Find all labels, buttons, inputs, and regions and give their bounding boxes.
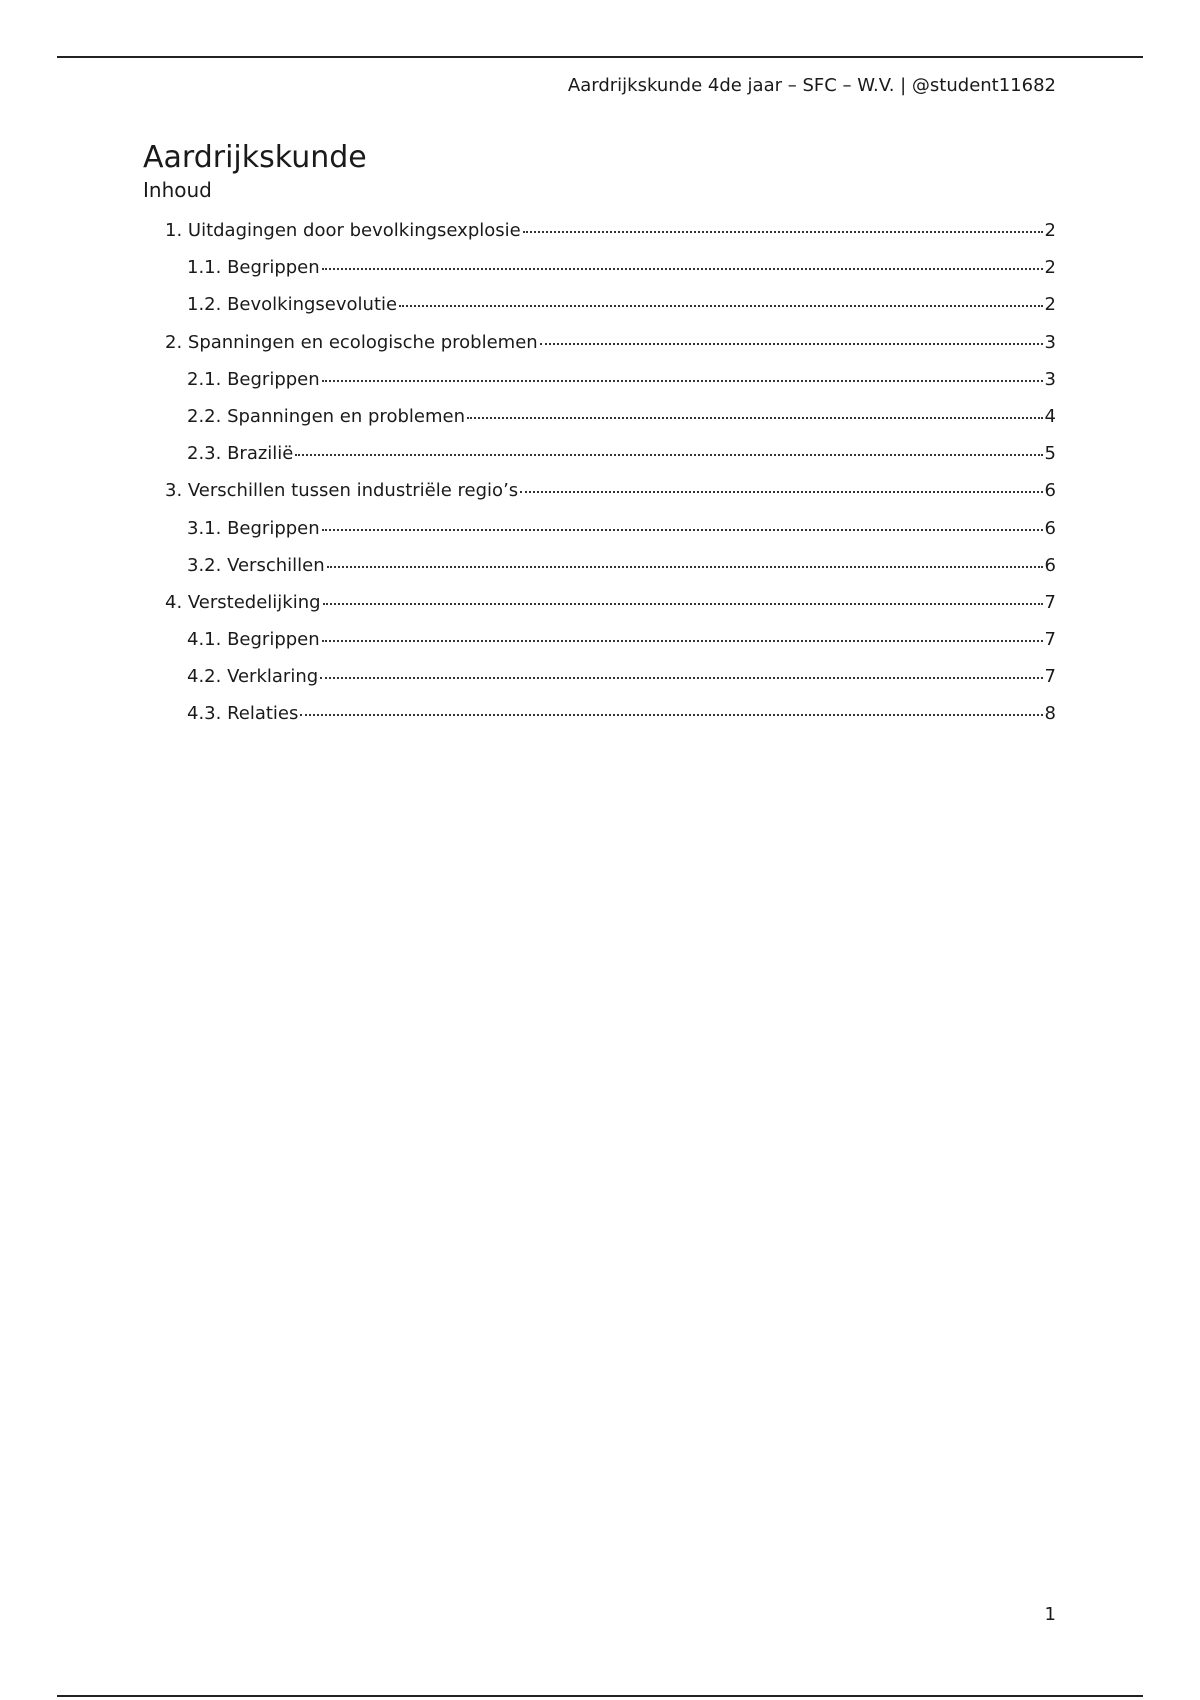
toc-entry[interactable] <box>165 332 1056 369</box>
page-number: 1 <box>1044 1604 1056 1625</box>
toc-dot-leader <box>322 529 1043 531</box>
toc-entry-page: 5 <box>1044 443 1056 465</box>
toc-entry[interactable] <box>165 406 1056 443</box>
toc-entry-page: 7 <box>1044 591 1056 613</box>
footer-rule <box>57 1695 1143 1697</box>
toc-entry-label: 2. Spanningen en ecologische problemen <box>165 331 538 353</box>
toc-entry-label: 2.2. Spanningen en problemen <box>187 405 465 427</box>
toc-dot-leader <box>300 714 1042 716</box>
toc-entry-label: 4.2. Verklaring <box>187 666 319 688</box>
toc-entry-label: 3.1. Begrippen <box>187 517 320 539</box>
toc-entry-page: 2 <box>1044 220 1056 241</box>
toc-dot-leader <box>540 343 1043 345</box>
toc-dot-leader <box>467 417 1043 419</box>
toc-dot-leader <box>523 231 1043 233</box>
header-rule <box>57 56 1143 58</box>
toc-dot-leader <box>322 268 1043 270</box>
toc-entry-page: 6 <box>1044 517 1056 539</box>
toc-dot-leader <box>320 677 1042 679</box>
toc-entry-page: 7 <box>1044 666 1056 688</box>
toc-entry[interactable] <box>165 443 1056 480</box>
toc-entry-page: 6 <box>1044 480 1056 502</box>
toc-dot-leader <box>323 603 1043 605</box>
toc-entry-page: 2 <box>1044 257 1056 279</box>
toc-dot-leader <box>295 454 1042 456</box>
toc-entry[interactable] <box>165 480 1056 517</box>
toc-dot-leader <box>399 305 1042 307</box>
toc-entry-label: 1.1. Begrippen <box>187 257 320 279</box>
toc-entry[interactable] <box>165 369 1056 406</box>
toc-entry[interactable] <box>165 294 1056 331</box>
toc-entry[interactable] <box>165 220 1056 257</box>
toc-entry-page: 7 <box>1044 629 1056 651</box>
toc-entry[interactable] <box>165 703 1056 740</box>
toc-entry[interactable] <box>165 518 1056 555</box>
toc-entry[interactable] <box>165 666 1056 703</box>
page-header: Aardrijkskunde 4de jaar – SFC – W.V. | @student11682 <box>567 75 1056 96</box>
toc-entry-label: 4.1. Begrippen <box>187 629 320 651</box>
toc-entry-page: 2 <box>1044 294 1056 316</box>
toc-entry[interactable] <box>165 592 1056 629</box>
toc-entry-label: 2.3. Brazilië <box>187 443 294 465</box>
toc-entry-label: 2.1. Begrippen <box>187 368 320 390</box>
toc-entry-page: 8 <box>1044 703 1056 725</box>
toc-dot-leader <box>322 380 1043 382</box>
toc-entry-page: 6 <box>1044 554 1056 576</box>
toc-entry-label: 1.2. Bevolkingsevolutie <box>187 294 398 316</box>
toc-entry-label: 3. Verschillen tussen industriële regio’s <box>165 480 519 502</box>
table-of-contents <box>165 220 1056 741</box>
toc-entry-page: 3 <box>1044 331 1056 353</box>
toc-entry-page: 3 <box>1044 368 1056 390</box>
document-title: Aardrijkskunde <box>143 140 367 175</box>
toc-entry-label: 4.3. Relaties <box>187 703 299 725</box>
toc-entry-page: 4 <box>1044 405 1056 427</box>
toc-entry-label: 1. Uitdagingen door bevolkingsexplosie <box>165 220 521 241</box>
toc-dot-leader <box>327 566 1043 568</box>
toc-entry-label: 3.2. Verschillen <box>187 554 325 576</box>
toc-entry-label: 4. Verstedelijking <box>165 591 321 613</box>
toc-entry[interactable] <box>165 555 1056 592</box>
toc-entry[interactable] <box>165 257 1056 294</box>
toc-dot-leader <box>322 640 1043 642</box>
toc-entry[interactable] <box>165 629 1056 666</box>
toc-dot-leader <box>520 491 1042 493</box>
toc-heading: Inhoud <box>143 178 212 202</box>
